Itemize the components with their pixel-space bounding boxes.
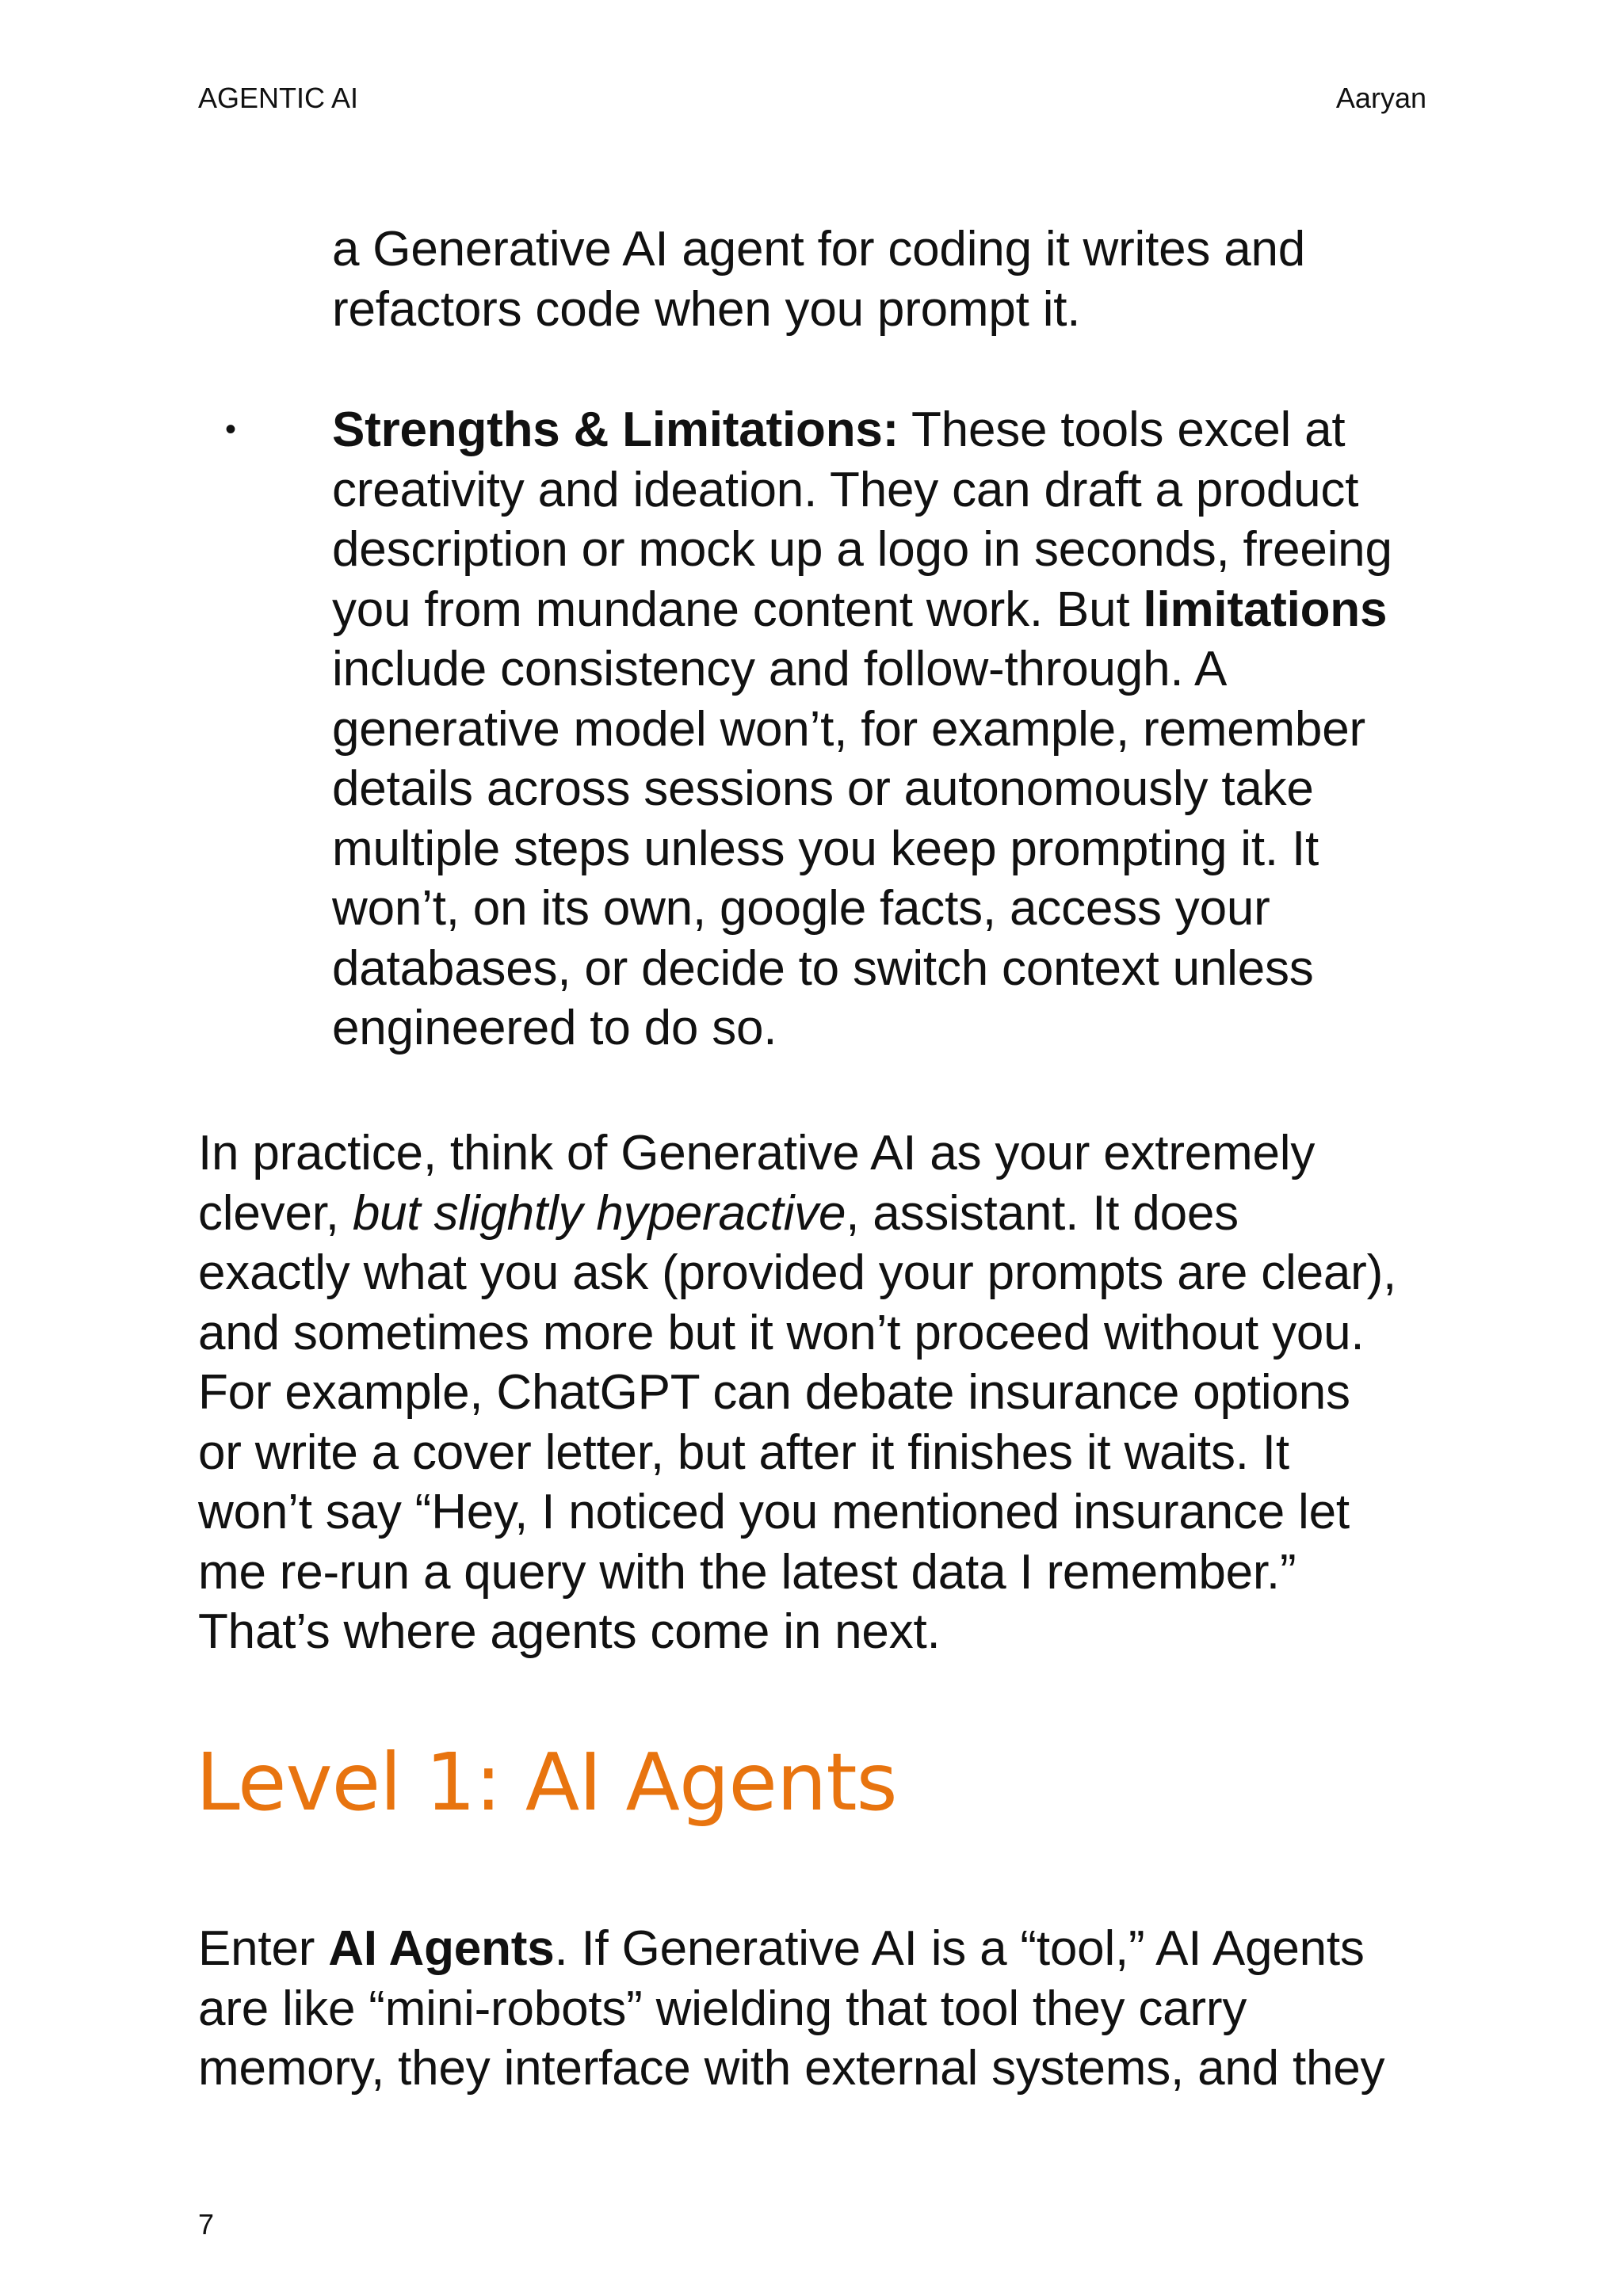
emphasis-ai-agents: AI Agents (328, 1921, 555, 1976)
text-line: databases, or decide to switch context unless (332, 940, 1314, 996)
text-line: exactly what you ask (provided your prompts are clear), (198, 1245, 1397, 1300)
text-line: a Generative AI agent for coding it writes and (332, 222, 1306, 277)
text-line: creativity and ideation. They can draft a product (332, 462, 1359, 517)
text-line: me re-run a query with the latest data I remember.” (198, 1544, 1296, 1600)
text-line: details across sessions or autonomously take (332, 761, 1314, 816)
text-line: or write a cover letter, but after it finishes it waits. It (198, 1425, 1289, 1480)
text-line: are like “mini-robots” wielding that tool they carry (198, 1981, 1247, 2036)
emphasis-limitations: limitations (1143, 582, 1388, 637)
running-header (198, 82, 1426, 114)
emphasis-hyperactive: but slightly hyperactive (352, 1185, 846, 1241)
text-line: won’t, on its own, google facts, access your (332, 881, 1270, 936)
paragraph-enter-ai-agents (198, 1919, 1466, 2099)
text-line: refactors code when you prompt it. (332, 281, 1081, 337)
text-line: multiple steps unless you keep prompting it. It (332, 821, 1319, 876)
text-line: engineered to do so. (332, 1001, 777, 1055)
text-line: Strengths & Limitations: These tools excel at (332, 402, 1346, 457)
bullet-icon: • (225, 412, 236, 447)
text-line: generative model won’t, for example, remember (332, 701, 1365, 757)
text-line: Enter AI Agents. If Generative AI is a “tool,” AI Agents (198, 1921, 1365, 1976)
text-line: won’t say “Hey, I noticed you mentioned insurance let (198, 1485, 1350, 1539)
bullet-body (332, 400, 1442, 1058)
text-line: memory, they interface with external systems, and they (198, 2041, 1385, 2096)
text-line: For example, ChatGPT can debate insurance options (198, 1365, 1350, 1420)
text-line: description or mock up a logo in seconds, freeing (332, 522, 1392, 577)
text-line: That’s where agents come in next. (198, 1604, 941, 1659)
section-heading: Level 1: AI Agents (196, 1736, 897, 1829)
paragraph-in-practice (198, 1123, 1466, 1662)
continued-bullet-text (332, 219, 1442, 339)
text-line: include consistency and follow-through. A (332, 642, 1228, 696)
text-line: you from mundane content work. But limitations (332, 582, 1388, 637)
bullet-title: Strengths & Limitations: (332, 402, 899, 457)
page-number: 7 (198, 2208, 215, 2241)
header-author: Aaryan (1335, 82, 1426, 114)
text-line: and sometimes more but it won’t proceed without you. (198, 1305, 1365, 1360)
text-line: In practice, think of Generative AI as your extremely (198, 1126, 1316, 1180)
header-book-title: AGENTIC AI (198, 82, 359, 114)
text-line: clever, but slightly hyperactive, assistant. It does (198, 1185, 1239, 1241)
